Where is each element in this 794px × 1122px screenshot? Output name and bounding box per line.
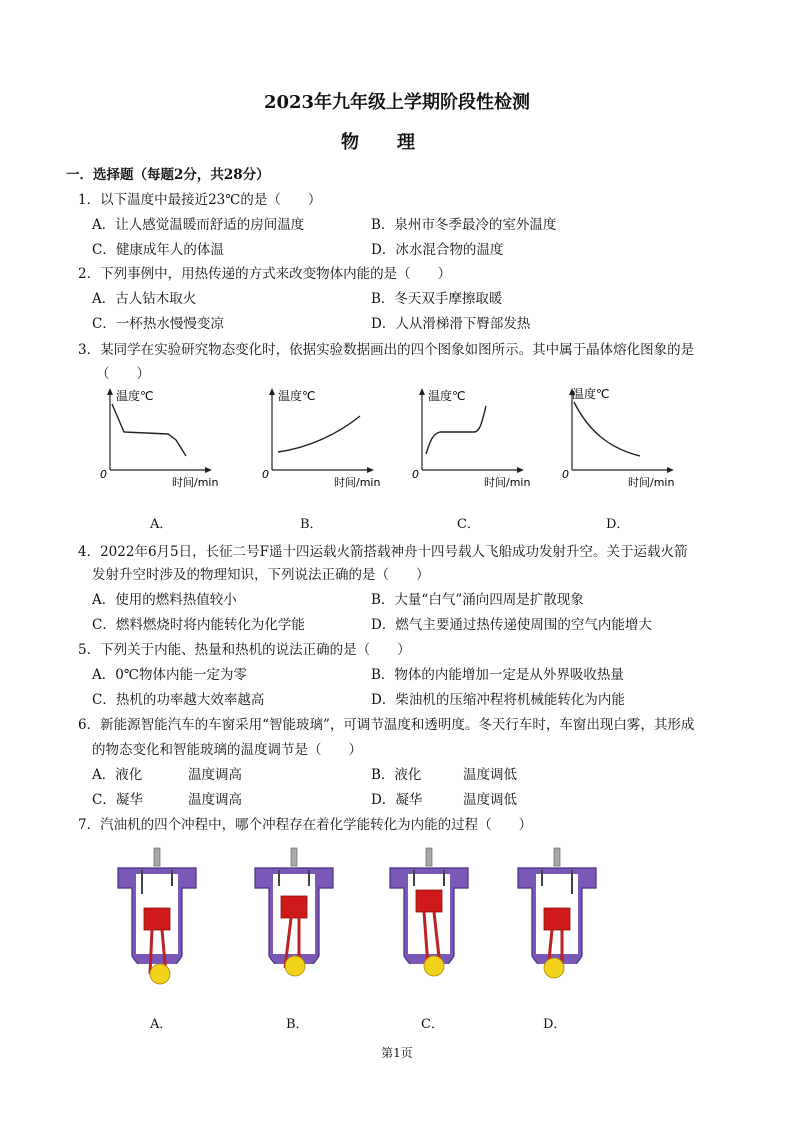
exam-subject: 物理: [341, 132, 453, 153]
engine-diagram-d: [512, 846, 602, 1006]
graph-a-xlabel: 时间/min: [172, 476, 219, 489]
crankshaft: [285, 956, 305, 976]
graph-a-caption: A．: [150, 517, 173, 532]
graph-c-ylabel: 温度℃: [428, 389, 466, 403]
question-1-stem: 1．以下温度中最接近23℃的是（ ）: [78, 192, 322, 208]
section-heading: 一．选择题（每题2分，共28分）: [66, 167, 270, 183]
graph-a: [96, 382, 226, 490]
graph-b-caption: B．: [300, 517, 323, 532]
question-3-stem-line2: （ ）: [96, 366, 150, 382]
graph-c-y-arrow: [419, 388, 425, 395]
graph-d-xlabel: 时间/min: [628, 476, 675, 489]
question-2-option-d: D．人从滑梯滑下臀部发热: [371, 316, 531, 332]
question-5-option-d: D．柴油机的压缩冲程将机械能转化为内能: [371, 692, 625, 708]
question-2-option-b: B．冬天双手摩擦取暖: [371, 291, 503, 307]
page-number: 第1页: [381, 1046, 413, 1060]
question-5-option-b: B．物体的内能增加一定是从外界吸收热量: [371, 667, 624, 683]
graph-d-curve: [574, 402, 640, 456]
graph-c-caption: C．: [457, 517, 480, 532]
spark-plug: [426, 848, 432, 866]
question-1-option-d: D．冰水混合物的温度: [371, 242, 504, 258]
graph-c-x-arrow: [517, 467, 524, 473]
question-4-option-a: A．使用的燃料热值较小: [92, 592, 237, 608]
question-4-option-c: C．燃料燃烧时将内能转化为化学能: [92, 617, 305, 633]
engine-d-caption: D．: [543, 1017, 567, 1032]
question-1-option-a: A．让人感觉温暖而舒适的房间温度: [92, 217, 305, 233]
question-6-option-b-value: 温度调低: [463, 767, 517, 783]
piston: [544, 908, 570, 930]
crankshaft: [150, 964, 170, 984]
question-2-option-a: A．古人钻木取火: [92, 291, 197, 307]
graph-b-origin: 0: [262, 468, 269, 481]
spark-plug: [291, 848, 297, 866]
piston: [144, 908, 170, 930]
graph-a-curve: [112, 404, 186, 456]
engine-diagram-b: [249, 846, 339, 1006]
graph-b: [258, 382, 388, 490]
graph-a-x-arrow: [205, 467, 212, 473]
graph-c-xlabel: 时间/min: [484, 476, 531, 489]
graph-b-xlabel: 时间/min: [334, 476, 381, 489]
graph-c-origin: 0: [412, 468, 419, 481]
graph-d-origin: 0: [562, 468, 569, 481]
question-5-option-c: C．热机的功率越大效率越高: [92, 692, 265, 708]
graph-d: [558, 382, 688, 490]
question-6-option-a-label: A．液化: [92, 767, 143, 783]
graph-a-origin: 0: [100, 468, 107, 481]
question-6-option-b-label: B．液化: [371, 767, 422, 783]
crankshaft: [424, 956, 444, 976]
exam-title: 2023年九年级上学期阶段性检测: [263, 92, 531, 113]
engine-diagram-a: [112, 846, 202, 1006]
question-4-option-d: D．燃气主要通过热传递使周围的空气内能增大: [371, 617, 652, 633]
graph-c: [408, 382, 538, 490]
engine-a-caption: A．: [150, 1017, 173, 1032]
question-6-option-a-value: 温度调高: [188, 767, 242, 783]
graph-d-caption: D．: [606, 517, 630, 532]
piston: [281, 896, 307, 918]
question-3-stem: 3．某同学在实验研究物态变化时，依据实验数据画出的四个图象如图所示。其中属于晶体熔化图象的是: [78, 342, 695, 358]
spark-plug: [554, 848, 560, 866]
graph-a-y-arrow: [107, 388, 113, 395]
question-4-stem: 4．2022年6月5日，长征二号F遥十四运载火箭搭载神舟十四号载人飞船成功发射升空。关于运载火箭: [78, 544, 688, 560]
question-4-option-b: B．大量“白气”涌向四周是扩散现象: [371, 592, 584, 608]
graph-b-curve: [278, 416, 360, 452]
graph-d-x-arrow: [667, 467, 674, 473]
question-1-option-c: C．健康成年人的体温: [92, 242, 224, 258]
question-2-option-c: C．一杯热水慢慢变凉: [92, 316, 224, 332]
connecting-rod: [150, 930, 152, 974]
question-5-stem: 5．下列关于内能、热量和热机的说法正确的是（ ）: [78, 642, 411, 658]
question-4-stem-line2: 发射升空时涉及的物理知识，下列说法正确的是（ ）: [92, 567, 430, 583]
question-6-option-d-value: 温度调低: [463, 792, 517, 808]
question-5-option-a: A．0℃物体内能一定为零: [92, 667, 247, 683]
graph-c-curve: [426, 406, 486, 454]
engine-diagram-c: [384, 846, 474, 1006]
graph-d-ylabel: 温度℃: [572, 387, 610, 401]
question-1-option-b: B．泉州市冬季最冷的室外温度: [371, 217, 557, 233]
question-6-option-d-label: D．凝华: [371, 792, 423, 808]
question-7-stem: 7．汽油机的四个冲程中，哪个冲程存在着化学能转化为内能的过程（ ）: [78, 817, 533, 833]
engine-b-caption: B．: [286, 1017, 309, 1032]
question-6-option-c-value: 温度调高: [188, 792, 242, 808]
graph-b-y-arrow: [269, 388, 275, 395]
crankshaft: [544, 958, 564, 978]
spark-plug: [154, 848, 160, 866]
question-2-stem: 2．下列事例中，用热传递的方式来改变物体内能的是（ ）: [78, 266, 452, 282]
question-6-option-c-label: C．凝华: [92, 792, 143, 808]
graph-a-ylabel: 温度℃: [116, 389, 154, 403]
graph-b-x-arrow: [367, 467, 374, 473]
engine-c-caption: C．: [421, 1017, 444, 1032]
graph-b-ylabel: 温度℃: [278, 389, 316, 403]
piston: [416, 890, 442, 912]
question-6-stem-line2: 的物态变化和智能玻璃的温度调节是（ ）: [92, 742, 362, 758]
question-6-stem: 6．新能源智能汽车的车窗采用“智能玻璃”，可调节温度和透明度。冬天行车时，车窗出现白雾，其形成: [78, 717, 695, 733]
